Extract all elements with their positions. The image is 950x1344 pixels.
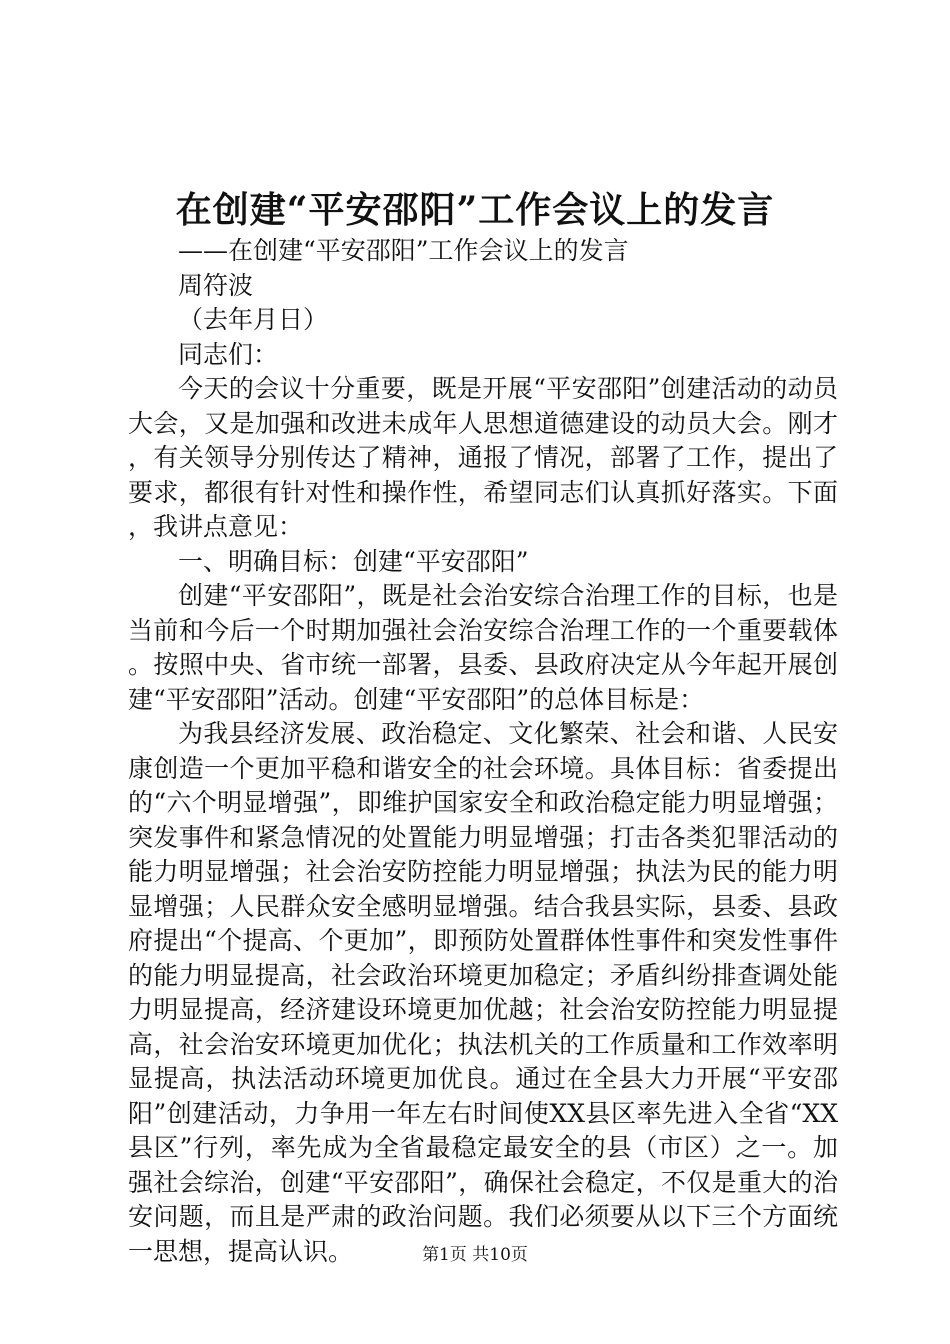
date-line: （去年月日）: [178, 305, 329, 334]
paragraph-intro: 今天的会议十分重要，既是开展“平安邵阳”创建活动的动员大会，又是加强和改进未成年人思想道德建设的动员大会。刚才，有关领导分别传达了精神，通报了情况，部署了工作，提出了要求，都很有针对性和操作性，希望同志们认真抓好落实。下面，我讲点意见：: [128, 374, 838, 541]
page-number-footer: 第1页 共10页: [422, 1245, 528, 1265]
author-line: 周符波: [178, 270, 254, 300]
paragraph-specific-goals: 为我县经济发展、政治稳定、文化繁荣、社会和谐、人民安康创造一个更加平稳和谐安全的社会环境。具体目标：省委提出的“六个明显增强”，即维护国家安全和政治稳定能力明显增强；突发事件和紧急情况的处置能力明显增强；打击各类犯罪活动的能力明显增强；社会治安防控能力明显增强；执法为民的能力明显增强；人民群众安全感明显增强。结合我县实际，县委、县政府提出“个提高、个更加”，即预防处置群体性事件和突发性事件的能力明显提高，社会政治环境更加稳定；矛盾纠纷排查调处能力明显提高，经济建设环境更加优越；社会治安防控能力明显提高，社会治安环境更加优化；执法机关的工作质量和工作效率明显提高，执法活动环境更加优良。通过在全县大力开展“平安邵阳”创建活动，力争用一年左右时间使XX县区率先进入全省“XX县区”行列，率先成为全省最稳定最安全的县（市区）之一。加强社会综治，创建“平安邵阳”，确保社会稳定，不仅是重大的治安问题，而且是严肃的政治问题。我们必须要从以下三个方面统一思想，提高认识。: [128, 719, 838, 1266]
section-heading-1: 一、明确目标：创建“平安邵阳”: [178, 546, 529, 576]
salutation: 同志们：: [178, 339, 279, 369]
subtitle-line: ——在创建“平安邵阳”工作会议上的发言: [178, 236, 629, 265]
paragraph-goal: 创建“平安邵阳”，既是社会治安综合治理工作的目标，也是当前和今后一个时期加强社会治安综合治理工作的一个重要载体。按照中央、省市统一部署，县委、县政府决定从今年起开展创建“平安邵阳”活动。创建“平安邵阳”的总体目标是：: [128, 581, 838, 714]
document-body: [128, 234, 838, 1269]
document-title: 在创建“平安邵阳”工作会议上的发言: [175, 189, 775, 231]
